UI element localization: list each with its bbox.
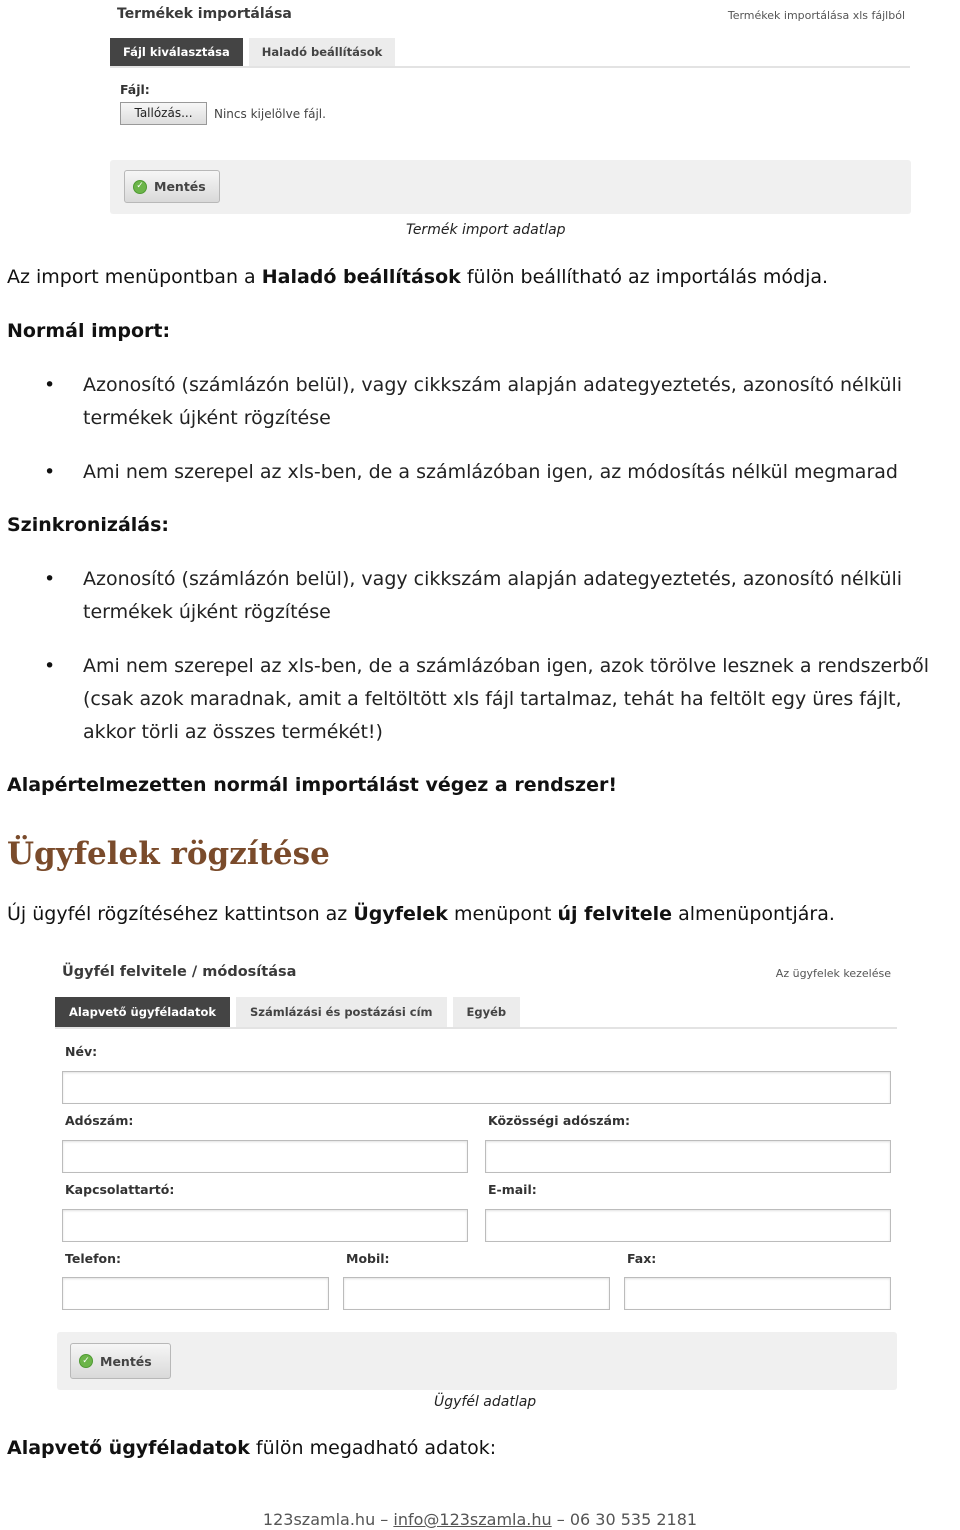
new-client-text-1: Új ügyfél rögzítéséhez kattintson az bbox=[7, 903, 354, 925]
name-input[interactable] bbox=[62, 1071, 891, 1104]
caption-client: Ügyfél adatlap bbox=[434, 1394, 537, 1410]
import-save-bar bbox=[110, 160, 911, 214]
tab-billing-address[interactable]: Számlázási és postázási cím bbox=[236, 997, 447, 1028]
contact-input[interactable] bbox=[62, 1209, 468, 1242]
footer-separator: – bbox=[375, 1510, 394, 1529]
eu-tax-number-label: Közösségi adószám: bbox=[488, 1113, 631, 1128]
fax-label: Fax: bbox=[627, 1251, 657, 1266]
footer-phone: 06 30 535 2181 bbox=[569, 1510, 698, 1529]
tab-other[interactable]: Egyéb bbox=[453, 997, 521, 1028]
mobile-input[interactable] bbox=[343, 1277, 610, 1310]
bullet-icon: • bbox=[44, 568, 56, 590]
file-label: Fájl: bbox=[120, 82, 150, 97]
new-client-paragraph bbox=[7, 903, 835, 925]
normal-import-heading bbox=[7, 320, 170, 342]
eu-tax-number-input[interactable] bbox=[485, 1140, 891, 1173]
intro-paragraph bbox=[7, 266, 828, 288]
bullet-icon: • bbox=[44, 374, 56, 396]
footer-site[interactable]: 123szamla.hu bbox=[262, 1510, 376, 1529]
section-title: Ügyfelek rögzítése bbox=[7, 836, 330, 872]
new-client-bold-1: Ügyfelek bbox=[353, 903, 448, 925]
basic-data-paragraph bbox=[7, 1437, 496, 1459]
sync-item-2: Ami nem szerepel az xls-ben, de a számlázóban igen, azok törölve lesznek a rendszerből (csak azok maradnak, amit a feltöltött xls fájl tartalmaz, tehát ha feltölt egy üres fájlt, akkor törli az összes termékét!) bbox=[83, 655, 930, 743]
email-input[interactable] bbox=[485, 1209, 891, 1242]
normal-item-2: Ami nem szerepel az xls-ben, de a számlázóban igen, az módosítás nélkül megmarad bbox=[83, 461, 898, 483]
footer bbox=[0, 1510, 960, 1529]
name-label: Név: bbox=[65, 1044, 98, 1059]
email-label: E-mail: bbox=[488, 1182, 537, 1197]
client-form-title: Ügyfél felvitele / módosítása bbox=[62, 964, 297, 980]
no-file-text: Nincs kijelölve fájl. bbox=[214, 107, 326, 121]
tax-number-label: Adószám: bbox=[65, 1113, 134, 1128]
footer-email[interactable]: info@123szamla.hu bbox=[393, 1510, 552, 1529]
mobile-label: Mobil: bbox=[346, 1251, 390, 1266]
check-icon: ✓ bbox=[133, 180, 147, 194]
import-tabs bbox=[110, 38, 401, 67]
new-client-text-3: almenüpontjára. bbox=[672, 903, 835, 925]
basic-data-text: fülön megadható adatok: bbox=[249, 1437, 497, 1459]
manage-clients-link[interactable]: Az ügyfelek kezelése bbox=[775, 967, 891, 980]
browse-button[interactable]: Tallózás... bbox=[120, 102, 207, 125]
tax-number-input[interactable] bbox=[62, 1140, 468, 1173]
tab-divider bbox=[110, 66, 910, 68]
check-icon: ✓ bbox=[79, 1354, 93, 1368]
bullet-icon: • bbox=[44, 655, 56, 677]
import-save-label: Mentés bbox=[154, 179, 206, 194]
bullet-icon: • bbox=[44, 461, 56, 483]
client-tabs bbox=[55, 997, 526, 1028]
client-save-button[interactable] bbox=[70, 1343, 171, 1379]
tab-advanced-settings[interactable]: Haladó beállítások bbox=[249, 38, 396, 67]
intro-text: Az import menüpontban a bbox=[7, 266, 262, 288]
new-client-text-2: menüpont bbox=[447, 903, 558, 925]
default-note bbox=[7, 774, 617, 796]
phone-label: Telefon: bbox=[65, 1251, 122, 1266]
default-note-text: Alapértelmezetten normál importálást végez a rendszer! bbox=[7, 774, 618, 796]
new-client-bold-2: új felvitele bbox=[557, 903, 673, 925]
contact-label: Kapcsolattartó: bbox=[65, 1182, 175, 1197]
import-save-button[interactable] bbox=[124, 170, 220, 203]
footer-separator: – bbox=[551, 1510, 570, 1529]
fax-input[interactable] bbox=[624, 1277, 891, 1310]
import-title: Termékek importálása bbox=[117, 6, 292, 22]
client-form-screenshot bbox=[50, 955, 900, 1392]
sync-heading-text: Szinkronizálás: bbox=[7, 514, 170, 536]
sync-heading bbox=[7, 514, 169, 536]
basic-data-bold: Alapvető ügyféladatok bbox=[7, 1437, 250, 1459]
normal-heading-text: Normál import: bbox=[7, 320, 171, 342]
product-import-screenshot bbox=[108, 0, 913, 217]
sync-item-1: Azonosító (számlázón belül), vagy cikkszám alapján adategyeztetés, azonosító nélküli termékek újként rögzítése bbox=[83, 568, 903, 623]
client-save-bar bbox=[57, 1332, 897, 1390]
caption-product-import: Termék import adatlap bbox=[406, 222, 566, 238]
tab-divider bbox=[55, 1027, 897, 1029]
tab-basic-data[interactable]: Alapvető ügyféladatok bbox=[55, 997, 230, 1028]
intro-bold: Haladó beállítások bbox=[261, 266, 461, 288]
import-xls-link[interactable]: Termékek importálása xls fájlból bbox=[727, 9, 905, 22]
intro-text-end: fülön beállítható az importálás módja. bbox=[460, 266, 829, 288]
normal-item-1: Azonosító (számlázón belül), vagy cikkszám alapján adategyeztetés, azonosító nélküli termékek újként rögzítése bbox=[83, 374, 903, 429]
phone-input[interactable] bbox=[62, 1277, 329, 1310]
client-save-label: Mentés bbox=[100, 1353, 152, 1369]
tab-file-select[interactable]: Fájl kiválasztása bbox=[110, 38, 243, 67]
